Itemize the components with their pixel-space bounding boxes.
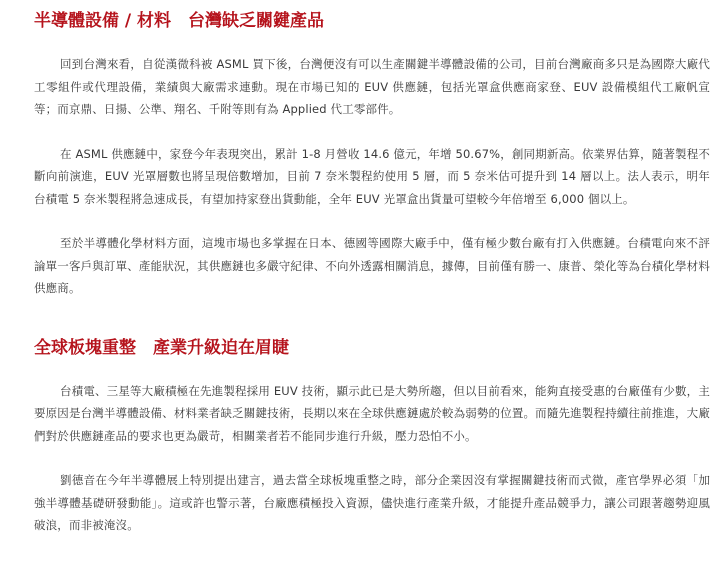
paragraph: 至於半導體化學材料方面，這塊市場也多掌握在日本、德國等國際大廠手中，僅有極少數台廠有打入供應鏈。台積電向來不評論單一客戶與訂單、產能狀況，其供應鏈也多嚴守紀律、不向外透露相關消息，據傳，目前僅有勝一、康普、榮化等為台積化學材料供應商。 [34, 236, 710, 295]
section-heading: 全球板塊重整 產業升級迫在眉睫 [34, 337, 289, 358]
paragraph: 在 ASML 供應鏈中，家登今年表現突出，累計 1-8 月營收 14.6 億元，年增 50.67%，創同期新高。依業界估算，隨著製程不斷向前演進，EUV 光罩層數也將呈現倍數增加，目前 7 奈米製程約使用 5 層，而 5 奈米估可提升到 14 層以上。法人表示，明年台積電 5 奈米製程將急速成長，有望加持家登出貨動能，全年 EUV 光罩盒出貨量可望較今年倍增至 6,000 個以上。 [34, 146, 710, 206]
paragraph: 劉德音在今年半導體展上特別提出建言，過去當全球板塊重整之時，部分企業因沒有掌握關鍵技術而式微，產官學界必須「加強半導體基礎研發動能」。這或許也警示著，台廠應積極投入資源，儘快進行產業升級，才能提升產品競爭力，讓公司跟著趨勢迎風破浪，而非被淹沒。 [34, 473, 710, 532]
section-industry-upgrade [34, 337, 710, 537]
paragraph: 台積電、三星等大廠積極在先進製程採用 EUV 技術，顯示此已是大勢所趨，但以目前看來，能夠直接受惠的台廠僅有少數，主要原因是台灣半導體設備、材料業者缺乏關鍵技術，長期以來在全球供應鏈處於較為弱勢的位置。而隨先進製程持續往前推進，大廠們對於供應鏈產品的要求也更為嚴苛，相關業者若不能同步進行升級，壓力恐怕不小。 [34, 383, 710, 443]
section-heading: 半導體設備 / 材料 台灣缺乏關鍵產品 [34, 11, 325, 31]
paragraph: 回到台灣來看，自從漢微科被 ASML 買下後，台灣便沒有可以生產關鍵半導體設備的公司，目前台灣廠商多只是為國際大廠代工零組件或代理設備，業績與大廠需求連動。現在市場已知的 EUV 供應鏈，包括光罩盒供應商家登、EUV 設備模組代工廠帆宣等；而京鼎、日揚、公準、翔名、千附等則有為 Applied 代工零部件。 [34, 57, 710, 116]
section-semiconductor-materials [34, 0, 710, 300]
